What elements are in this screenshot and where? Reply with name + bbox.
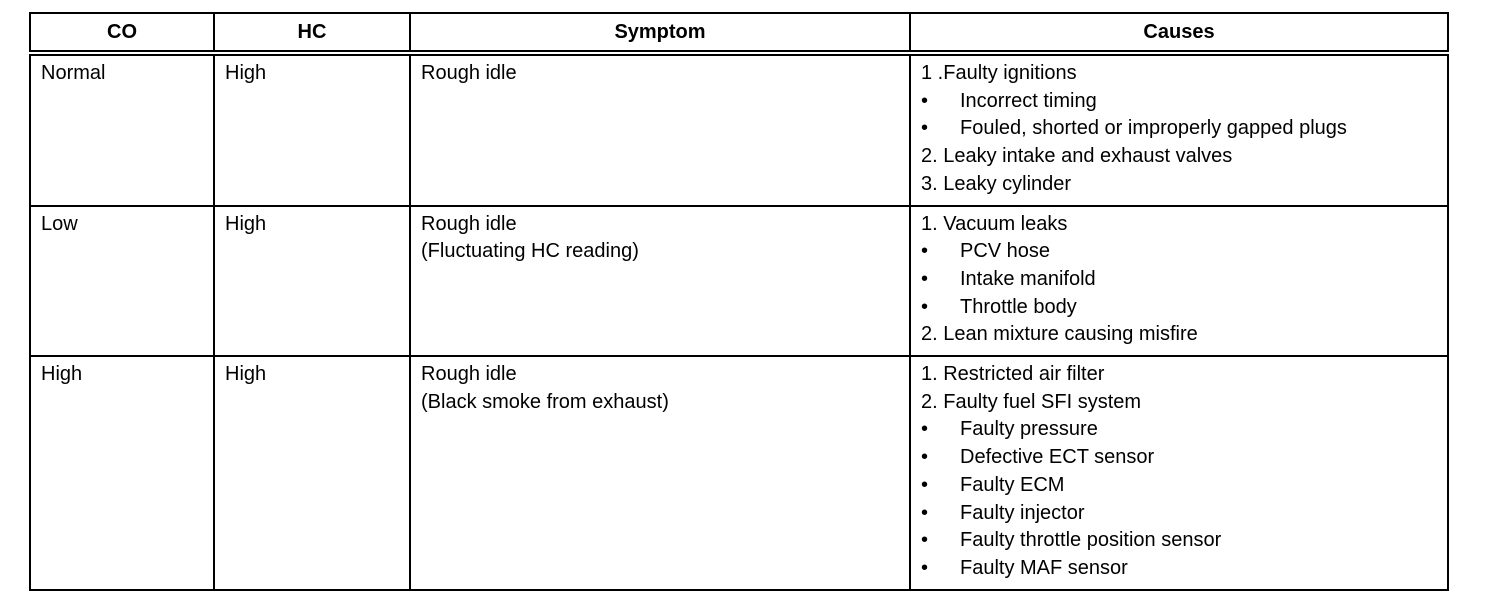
cause-bullet-text: Throttle body xyxy=(960,295,1077,318)
table-row xyxy=(30,53,1448,206)
bullet-dot-icon: • xyxy=(921,240,929,263)
cause-item: 2. Lean mixture causing misfire xyxy=(921,323,1198,346)
cell-symptom xyxy=(410,356,910,590)
cell-co: High xyxy=(30,356,214,590)
cause-bullet-item xyxy=(921,266,1437,294)
cell-co: Low xyxy=(30,206,214,357)
cause-bullet-text: Faulty ECM xyxy=(960,473,1065,496)
diagnosis-table xyxy=(29,12,1449,591)
cause-item: 2. Leaky intake and exhaust valves xyxy=(921,145,1233,168)
cell-symptom xyxy=(410,206,910,357)
header-co: CO xyxy=(30,13,214,53)
cause-bullet-item xyxy=(921,555,1437,583)
bullet-dot-icon: • xyxy=(921,529,929,552)
cause-bullet-text: Faulty throttle position sensor xyxy=(960,529,1222,552)
table-row xyxy=(30,206,1448,357)
cause-bullet-text: Defective ECT sensor xyxy=(960,446,1155,469)
bullet-dot-icon: • xyxy=(921,117,929,140)
cause-bullet-item xyxy=(921,88,1437,116)
cell-co: Normal xyxy=(30,53,214,206)
cause-bullet-text: Intake manifold xyxy=(960,267,1096,290)
cell-symptom xyxy=(410,53,910,206)
bullet-dot-icon: • xyxy=(921,556,929,579)
bullet-dot-icon: • xyxy=(921,473,929,496)
cell-causes xyxy=(910,356,1448,590)
cause-item: 3. Leaky cylinder xyxy=(921,172,1072,195)
header-causes: Causes xyxy=(910,13,1448,53)
cell-causes xyxy=(910,206,1448,357)
symptom-line: (Black smoke from exhaust) xyxy=(421,390,669,413)
cause-bullet-text: Fouled, shorted or improperly gapped plugs xyxy=(960,117,1347,140)
cell-hc: High xyxy=(214,206,410,357)
cause-bullet-item xyxy=(921,238,1437,266)
cell-hc: High xyxy=(214,53,410,206)
cause-bullet-text: Faulty pressure xyxy=(960,418,1098,441)
header-symptom: Symptom xyxy=(410,13,910,53)
cause-bullet-item xyxy=(921,294,1437,322)
symptom-line: Rough idle xyxy=(421,363,517,386)
cause-item: 1. Restricted air filter xyxy=(921,363,1105,386)
cause-bullet-text: Faulty MAF sensor xyxy=(960,556,1128,579)
cause-item: 1. Vacuum leaks xyxy=(921,212,1068,235)
symptom-line: (Fluctuating HC reading) xyxy=(421,240,639,263)
cause-item: 2. Faulty fuel SFI system xyxy=(921,390,1142,413)
cause-bullet-item xyxy=(921,115,1437,143)
cause-bullet-item xyxy=(921,527,1437,555)
cell-hc: High xyxy=(214,356,410,590)
symptom-line: Rough idle xyxy=(421,62,517,84)
cell-causes xyxy=(910,53,1448,206)
cause-bullet-text: PCV hose xyxy=(960,240,1051,263)
bullet-dot-icon: • xyxy=(921,446,929,469)
bullet-dot-icon: • xyxy=(921,267,929,290)
cause-bullet-text: Faulty injector xyxy=(960,501,1085,524)
bullet-dot-icon: • xyxy=(921,418,929,441)
cause-bullet-item xyxy=(921,472,1437,500)
cause-bullet-item xyxy=(921,500,1437,528)
cause-bullet-text: Incorrect timing xyxy=(960,89,1097,112)
cause-bullet-item xyxy=(921,416,1437,444)
bullet-dot-icon: • xyxy=(921,89,929,112)
table-row xyxy=(30,356,1448,590)
symptom-line: Rough idle xyxy=(421,212,517,235)
header-row xyxy=(30,13,1448,53)
cause-item: 1 .Faulty ignitions xyxy=(921,62,1077,84)
cause-bullet-item xyxy=(921,444,1437,472)
header-hc: HC xyxy=(214,13,410,53)
bullet-dot-icon: • xyxy=(921,501,929,524)
table-body xyxy=(30,53,1448,590)
bullet-dot-icon: • xyxy=(921,295,929,318)
